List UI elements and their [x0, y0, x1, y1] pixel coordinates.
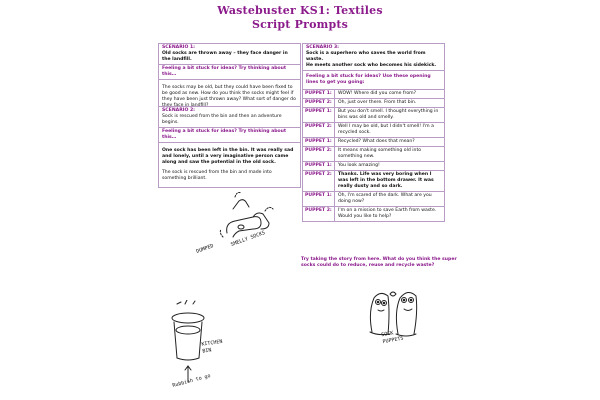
scenario-2-text: Sock is rescued from the bin and then an adventure begins.	[162, 114, 282, 125]
smelly-socks-label: SMELLY SOCKS	[230, 230, 267, 248]
speaker-label: PUPPET 2:	[303, 171, 335, 191]
rubbish-label: Rubbish to go	[171, 373, 212, 389]
scenario-2-body-bold: One sock has been left in the bin. It was really sad and lonely, until a very imaginative person came along and saw the potential in the old sock.	[162, 148, 294, 165]
speaker-label: PUPPET 1:	[303, 162, 335, 170]
scenario-1-title: SCENARIO 1:	[162, 45, 196, 50]
dialogue-line: Oh, just over there. From that bin.	[338, 100, 417, 105]
dialogue-line: WOW! Where did you come from?	[338, 91, 417, 96]
scenario-3-heading	[303, 44, 444, 71]
dialogue-line: You look amazing!	[338, 163, 380, 168]
dialogue-row	[303, 99, 444, 108]
document-title: Wastebuster KS1: Textiles	[217, 4, 383, 17]
dialogue-row	[303, 192, 444, 207]
scenario-1-box	[158, 43, 301, 115]
scenario-2-body-section	[159, 143, 300, 187]
dialogue-line: I'm on a mission to save Earth from waste. Would you like to help?	[338, 208, 437, 219]
scenario-3-box	[302, 43, 445, 222]
speaker-label: PUPPET 2:	[303, 147, 335, 161]
document-subtitle: Script Prompts	[251, 18, 349, 31]
dialogue-table	[303, 90, 444, 221]
scenario-2-title: SCENARIO 2:	[162, 108, 196, 113]
dialogue-row	[303, 162, 444, 171]
scenario-1-heading	[159, 44, 300, 65]
scenario-1-text: Old socks are thrown away – they face danger in the landfill.	[162, 51, 288, 62]
speaker-label: PUPPET 1:	[303, 90, 335, 98]
scenario-3-text-1: Sock is a superhero who saves the world from waste.	[306, 51, 426, 62]
dialogue-line: Well I may be old, but I didn't smell! I'm a recycled sock.	[338, 124, 434, 135]
dialogue-row	[303, 207, 444, 221]
dialogue-row	[303, 138, 444, 147]
dialogue-row	[303, 123, 444, 138]
speaker-label: PUPPET 1:	[303, 192, 335, 206]
scenario-2-box	[158, 106, 301, 188]
scenario-2-body: The sock is rescued from the bin and made into something brilliant.	[162, 170, 272, 181]
speaker-label: PUPPET 2:	[303, 99, 335, 107]
dialogue-line: Thanks. Life was very boring when I was left in the bottom drawer. It was really dusty and so dark.	[338, 172, 434, 189]
dumped-label: DUMPED	[195, 243, 215, 255]
scenario-3-title: SCENARIO 3:	[306, 45, 340, 50]
dialogue-line: But you don't smell. I thought everything in bins was old and smelly.	[338, 109, 439, 120]
footer-prompt: Try taking the story from here. What do you think the super socks could do to reduce, reuse and recycle waste?	[301, 257, 457, 268]
smelly-socks-sketch	[205, 183, 285, 263]
scenario-1-body: The socks may be old, but they could have been fixed to be good as new. How do you think the socks might feel if they have been just thrown away? What sort of danger do	[162, 85, 296, 102]
sock-shape	[233, 200, 249, 209]
dialogue-row	[303, 108, 444, 123]
scenario-2-prompt: Feeling a bit stuck for ideas? Try thinking about this…	[159, 128, 300, 143]
dialogue-row	[303, 147, 444, 162]
speaker-label: PUPPET 1:	[303, 138, 335, 146]
dialogue-row	[303, 90, 444, 99]
kitchen-bin-label: KITCHEN BIN	[201, 338, 223, 355]
scenario-1-prompt: Feeling a bit stuck for ideas? Try thinking about this…	[159, 65, 300, 80]
speaker-label: PUPPET 2:	[303, 123, 335, 137]
dialogue-line: It means making something old into something new.	[338, 148, 422, 159]
sock-puppets-label: SOCK PUPPETS	[380, 330, 404, 346]
dialogue-line: Oh, I'm scared of the dark. What are you doing now?	[338, 193, 432, 204]
speaker-label: PUPPET 2:	[303, 207, 335, 221]
dialogue-line: Recycled? What does that mean?	[338, 139, 415, 144]
scenario-3-text-2: He meets another sock who becomes his sidekick.	[306, 63, 437, 68]
scenario-3-prompt: Feeling a bit stuck for ideas? Use these opening lines to get you going:	[303, 71, 444, 90]
speaker-label: PUPPET 1:	[303, 108, 335, 122]
dialogue-row	[303, 171, 444, 192]
scenario-2-heading	[159, 107, 300, 128]
